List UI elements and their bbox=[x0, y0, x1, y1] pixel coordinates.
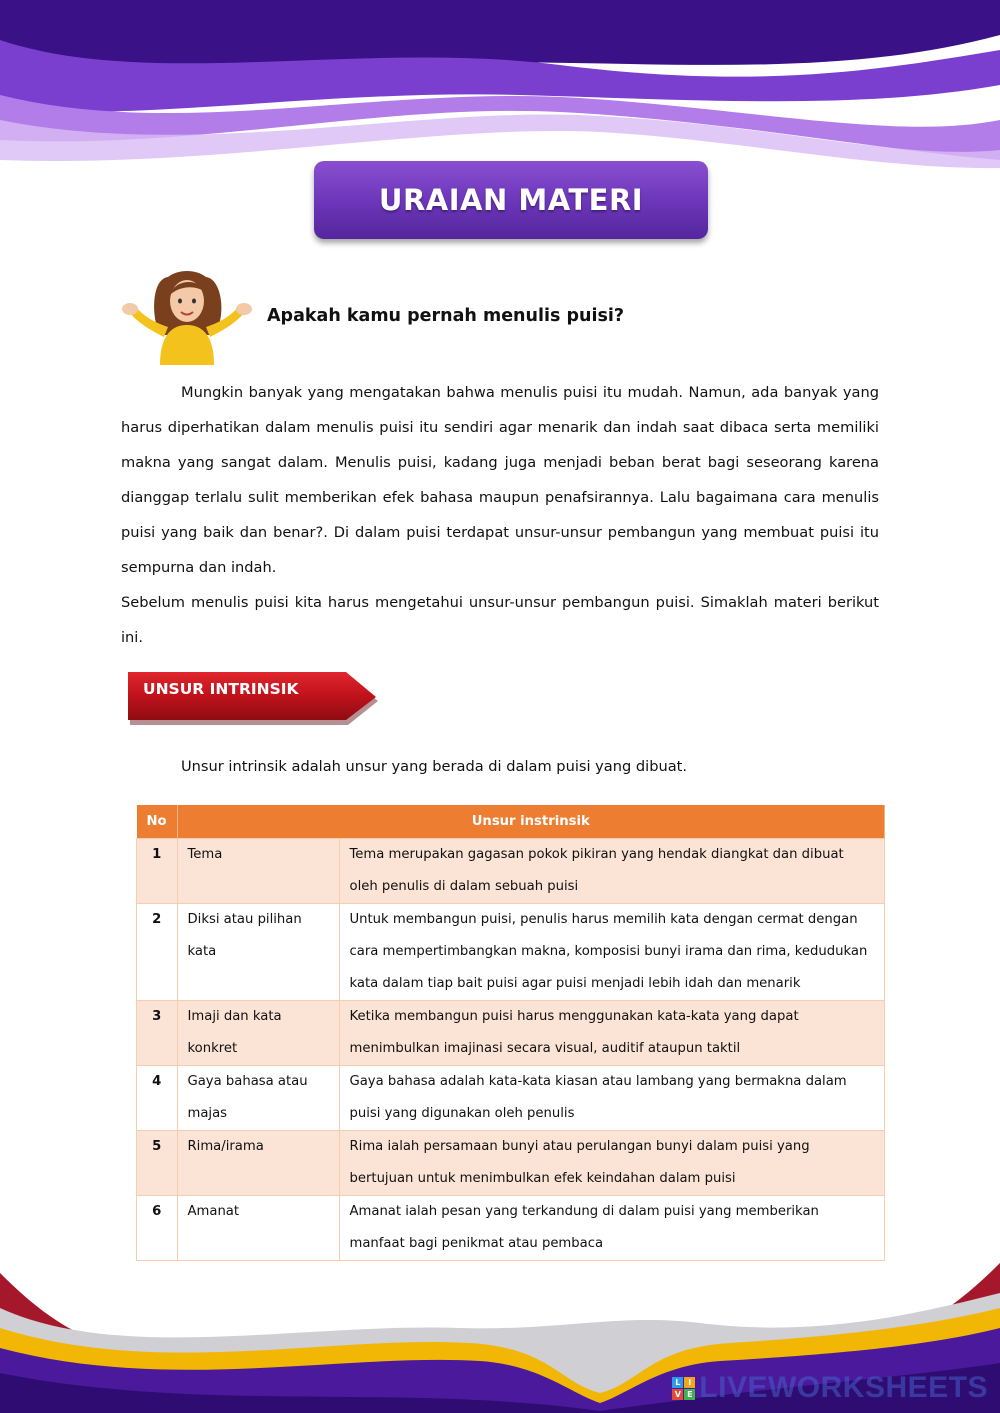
row-description: Gaya bahasa adalah kata-kata kiasan atau lambang yang bermakna dalam puisi yang digunakan oleh penulis bbox=[339, 1066, 885, 1131]
row-number: 4 bbox=[137, 1066, 178, 1131]
section-label: UNSUR INTRINSIK bbox=[143, 680, 299, 698]
girl-shrugging-illustration bbox=[116, 265, 258, 365]
table-row bbox=[137, 1001, 885, 1066]
intro-paragraphs bbox=[121, 375, 879, 655]
row-element-name: Imaji dan kata konkret bbox=[177, 1001, 339, 1066]
row-number: 2 bbox=[137, 904, 178, 1001]
paragraph: Sebelum menulis puisi kita harus mengetahui unsur-unsur pembangun puisi. Simaklah materi berikut ini. bbox=[121, 594, 879, 646]
logo-letter: I bbox=[684, 1377, 695, 1388]
row-description: Ketika membangun puisi harus menggunakan kata-kata yang dapat menimbulkan imajinasi secara visual, auditif ataupun taktil bbox=[339, 1001, 885, 1066]
table-row bbox=[137, 904, 885, 1001]
row-element-name: Tema bbox=[177, 839, 339, 904]
page-title: URAIAN MATERI bbox=[378, 183, 644, 217]
page-title-box bbox=[314, 161, 708, 239]
row-number: 5 bbox=[137, 1131, 178, 1196]
liveworksheets-watermark bbox=[672, 1371, 988, 1405]
section-intro: Unsur intrinsik adalah unsur yang berada di dalam puisi yang dibuat. bbox=[181, 758, 688, 775]
liveworksheets-logo-icon bbox=[672, 1377, 695, 1400]
row-number: 1 bbox=[137, 839, 178, 904]
top-wave-decoration bbox=[0, 0, 1000, 170]
row-element-name: Gaya bahasa atau majas bbox=[177, 1066, 339, 1131]
logo-letter: L bbox=[672, 1377, 683, 1388]
row-description: Untuk membangun puisi, penulis harus memilih kata dengan cermat dengan cara mempertimbangkan makna, komposisi bunyi irama dan rima, kedudukan kata dalam tiap bait puisi agar puisi menjadi lebih idah dan menarik bbox=[339, 904, 885, 1001]
table-row bbox=[137, 839, 885, 904]
question-heading: Apakah kamu pernah menulis puisi? bbox=[267, 306, 625, 326]
row-number: 6 bbox=[137, 1196, 178, 1261]
header-no: No bbox=[137, 805, 178, 839]
row-element-name: Rima/irama bbox=[177, 1131, 339, 1196]
table-row bbox=[137, 1066, 885, 1131]
row-element-name: Amanat bbox=[177, 1196, 339, 1261]
row-description: Amanat ialah pesan yang terkandung di dalam puisi yang memberikan manfaat bagi penikmat atau pembaca bbox=[339, 1196, 885, 1261]
header-unsur: Unsur instrinsik bbox=[177, 805, 885, 839]
paragraph: Mungkin banyak yang mengatakan bahwa menulis puisi itu mudah. Namun, ada banyak yang harus diperhatikan dalam menulis puisi itu sendiri agar menarik dan indah saat dibaca serta memiliki makna yang sangat dalam. Menulis puisi, kadang juga menjadi beban berat bagi seseorang karena dianggap terlalu sulit memberikan efek bahasa maupun penafsirannya. Lalu bagaimana cara menulis puisi yang baik dan benar?. Di dalam puisi terdapat unsur-unsur pembangun yang membuat puisi itu sempurna dan indah. bbox=[121, 384, 879, 576]
unsur-intrinsik-table bbox=[136, 805, 885, 1261]
row-description: Tema merupakan gagasan pokok pikiran yang hendak diangkat dan dibuat oleh penulis di dalam sebuah puisi bbox=[339, 839, 885, 904]
logo-letter: V bbox=[672, 1389, 683, 1400]
table-row bbox=[137, 1131, 885, 1196]
row-element-name: Diksi atau pilihan kata bbox=[177, 904, 339, 1001]
logo-letter: E bbox=[684, 1389, 695, 1400]
watermark-text: LIVEWORKSHEETS bbox=[699, 1371, 988, 1404]
row-number: 3 bbox=[137, 1001, 178, 1066]
table-row bbox=[137, 1196, 885, 1261]
row-description: Rima ialah persamaan bunyi atau perulangan bunyi dalam puisi yang bertujuan untuk menimbulkan efek keindahan dalam puisi bbox=[339, 1131, 885, 1196]
